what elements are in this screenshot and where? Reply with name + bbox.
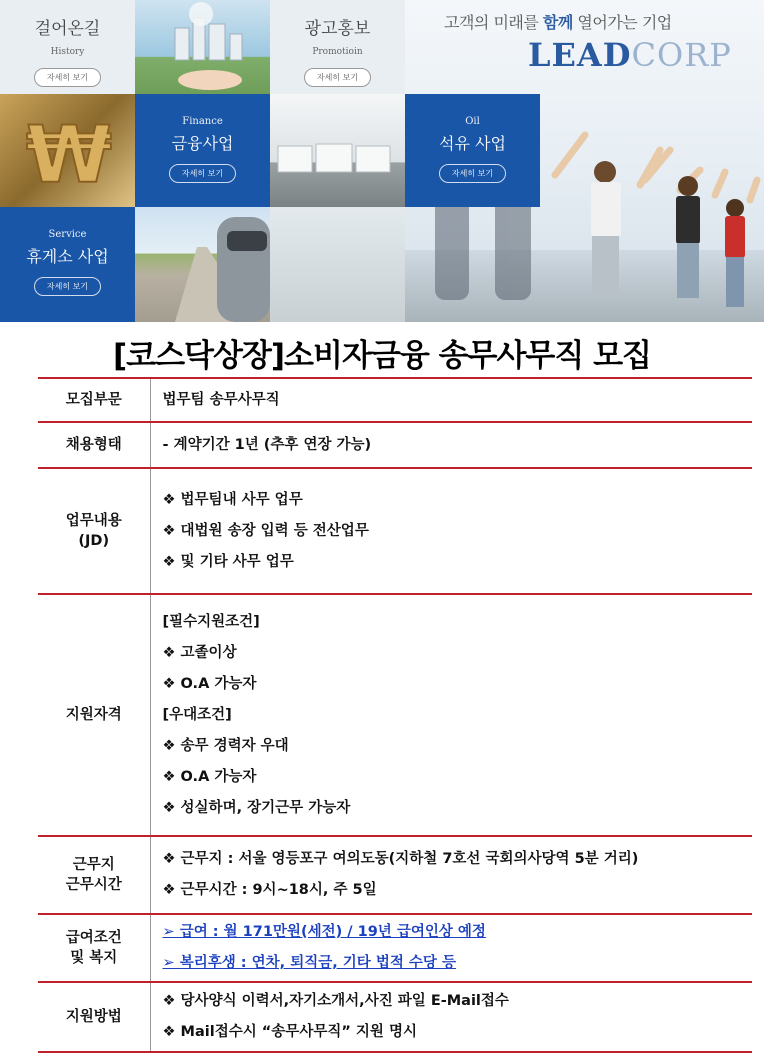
promotion-title: 광고홍보 [304, 19, 371, 39]
oil-tile[interactable] [405, 94, 540, 207]
tagline-emphasis: 함께 [542, 13, 573, 32]
promotion-detail-button[interactable]: 자세히 보기 [304, 68, 371, 87]
job-posting-table [38, 377, 752, 1053]
road-car-graphic [135, 207, 270, 322]
promotion-subtitle: Promotioin [312, 47, 363, 57]
finance-tile[interactable] [135, 94, 270, 207]
city-photo-tile [135, 0, 270, 94]
row-label-line: 지원방법 [65, 1009, 122, 1025]
oil-tank-photo-tile [270, 94, 405, 207]
row-label [38, 378, 150, 422]
row-label-line: 근무시간 [65, 877, 122, 893]
finance-detail-button[interactable]: 자세히 보기 [169, 164, 236, 183]
row-label-line: 지원자격 [65, 707, 122, 723]
content-line: ❖ 당사양식 이력서,자기소개서,사진 파일 E-Mail접수 [162, 993, 509, 1009]
row-label [38, 468, 150, 594]
row-content [150, 836, 752, 914]
table-row [38, 982, 752, 1052]
row-label [38, 422, 150, 468]
content-line: ❖ Mail접수시 “송무사무직” 지원 명시 [162, 1024, 417, 1040]
page-title: [코스닥상장]소비자금융 송무사무직 모집 [112, 338, 651, 374]
content-line: ❖ O.A 가능자 [162, 768, 257, 785]
content-line: ❖ 근무시간 : 9시~18시, 주 5일 [162, 882, 377, 898]
content-line: ❖ 송무 경력자 우대 [162, 737, 289, 754]
table-row [38, 914, 752, 982]
service-subtitle: Service [48, 229, 87, 240]
oil-tanks-graphic [270, 94, 405, 207]
content-line: - 계약기간 1년 (추후 연장 가능) [162, 436, 372, 453]
row-label-line: 모집부문 [65, 392, 122, 408]
content-line: [필수지원조건] [162, 613, 260, 630]
road-car-photo-tile [135, 207, 270, 322]
banner [0, 0, 764, 322]
content-line: ❖ 고졸이상 [162, 644, 237, 661]
content-line: ❖ 근무지 : 서울 영등포구 여의도동(지하철 7호선 국회의사당역 5분 거리) [162, 851, 639, 867]
history-tile[interactable] [0, 0, 135, 94]
tagline-pre: 고객의 미래를 [444, 13, 543, 32]
logo-corp: CORP [631, 36, 732, 74]
content-link[interactable]: ➢ 급여 : 월 171만원(세전) / 19년 급여인상 예정 [162, 924, 486, 940]
table-row [38, 468, 752, 594]
content-line: ❖ 및 기타 사무 업무 [162, 553, 294, 570]
promotion-tile[interactable] [270, 0, 405, 94]
row-content [150, 982, 752, 1052]
content-line: ❖ 대법원 송장 입력 등 전산업무 [162, 522, 369, 539]
lightbulb-icon [189, 2, 213, 26]
row-content [150, 468, 752, 594]
content-link[interactable]: ➢ 복리후생 : 연차, 퇴직금, 기타 법적 수당 등 [162, 955, 456, 971]
history-title: 걸어온길 [34, 19, 101, 39]
finance-subtitle: Finance [182, 116, 223, 127]
row-label-line: 근무지 [72, 857, 115, 873]
content-line: ❖ 법무팀내 사무 업무 [162, 491, 303, 508]
content-line: ❖ O.A 가능자 [162, 675, 257, 692]
row-content [150, 594, 752, 836]
row-label-line: 및 복지 [70, 950, 118, 966]
row-label-line: 채용형태 [65, 437, 122, 453]
row-content [150, 422, 752, 468]
history-detail-button[interactable]: 자세히 보기 [34, 68, 101, 87]
row-label [38, 836, 150, 914]
oil-title: 석유 사업 [439, 134, 506, 153]
service-detail-button[interactable]: 자세히 보기 [34, 277, 101, 296]
svg-text:₩: ₩ [26, 111, 113, 201]
row-label [38, 914, 150, 982]
tagline-post: 열어가는 기업 [572, 13, 672, 32]
logo-lead: LEAD [528, 36, 632, 74]
table-row [38, 378, 752, 422]
oil-detail-button[interactable]: 자세히 보기 [439, 164, 506, 183]
leadcorp-logo [528, 36, 732, 74]
won-sign-photo-tile [0, 94, 135, 207]
row-content [150, 378, 752, 422]
history-subtitle: History [50, 47, 85, 57]
service-title: 휴게소 사업 [26, 247, 109, 266]
table-row [38, 594, 752, 836]
row-label-line: 업무내용 [65, 513, 122, 529]
content-line: 법무팀 송무사무직 [162, 391, 280, 408]
row-content [150, 914, 752, 982]
row-label-line: 급여조건 [65, 930, 122, 946]
row-label [38, 594, 150, 836]
oil-subtitle: Oil [465, 116, 480, 127]
won-sign-graphic [0, 94, 135, 207]
row-label-line: (JD) [78, 533, 110, 549]
tagline [444, 10, 672, 33]
content-line: [우대조건] [162, 706, 232, 723]
service-tile[interactable] [0, 207, 135, 322]
content-line: ❖ 성실하며, 장기근무 가능자 [162, 799, 351, 816]
table-row [38, 422, 752, 468]
finance-title: 금융사업 [171, 134, 234, 153]
table-row [38, 836, 752, 914]
row-label [38, 982, 150, 1052]
city-skyline-graphic [135, 0, 270, 94]
